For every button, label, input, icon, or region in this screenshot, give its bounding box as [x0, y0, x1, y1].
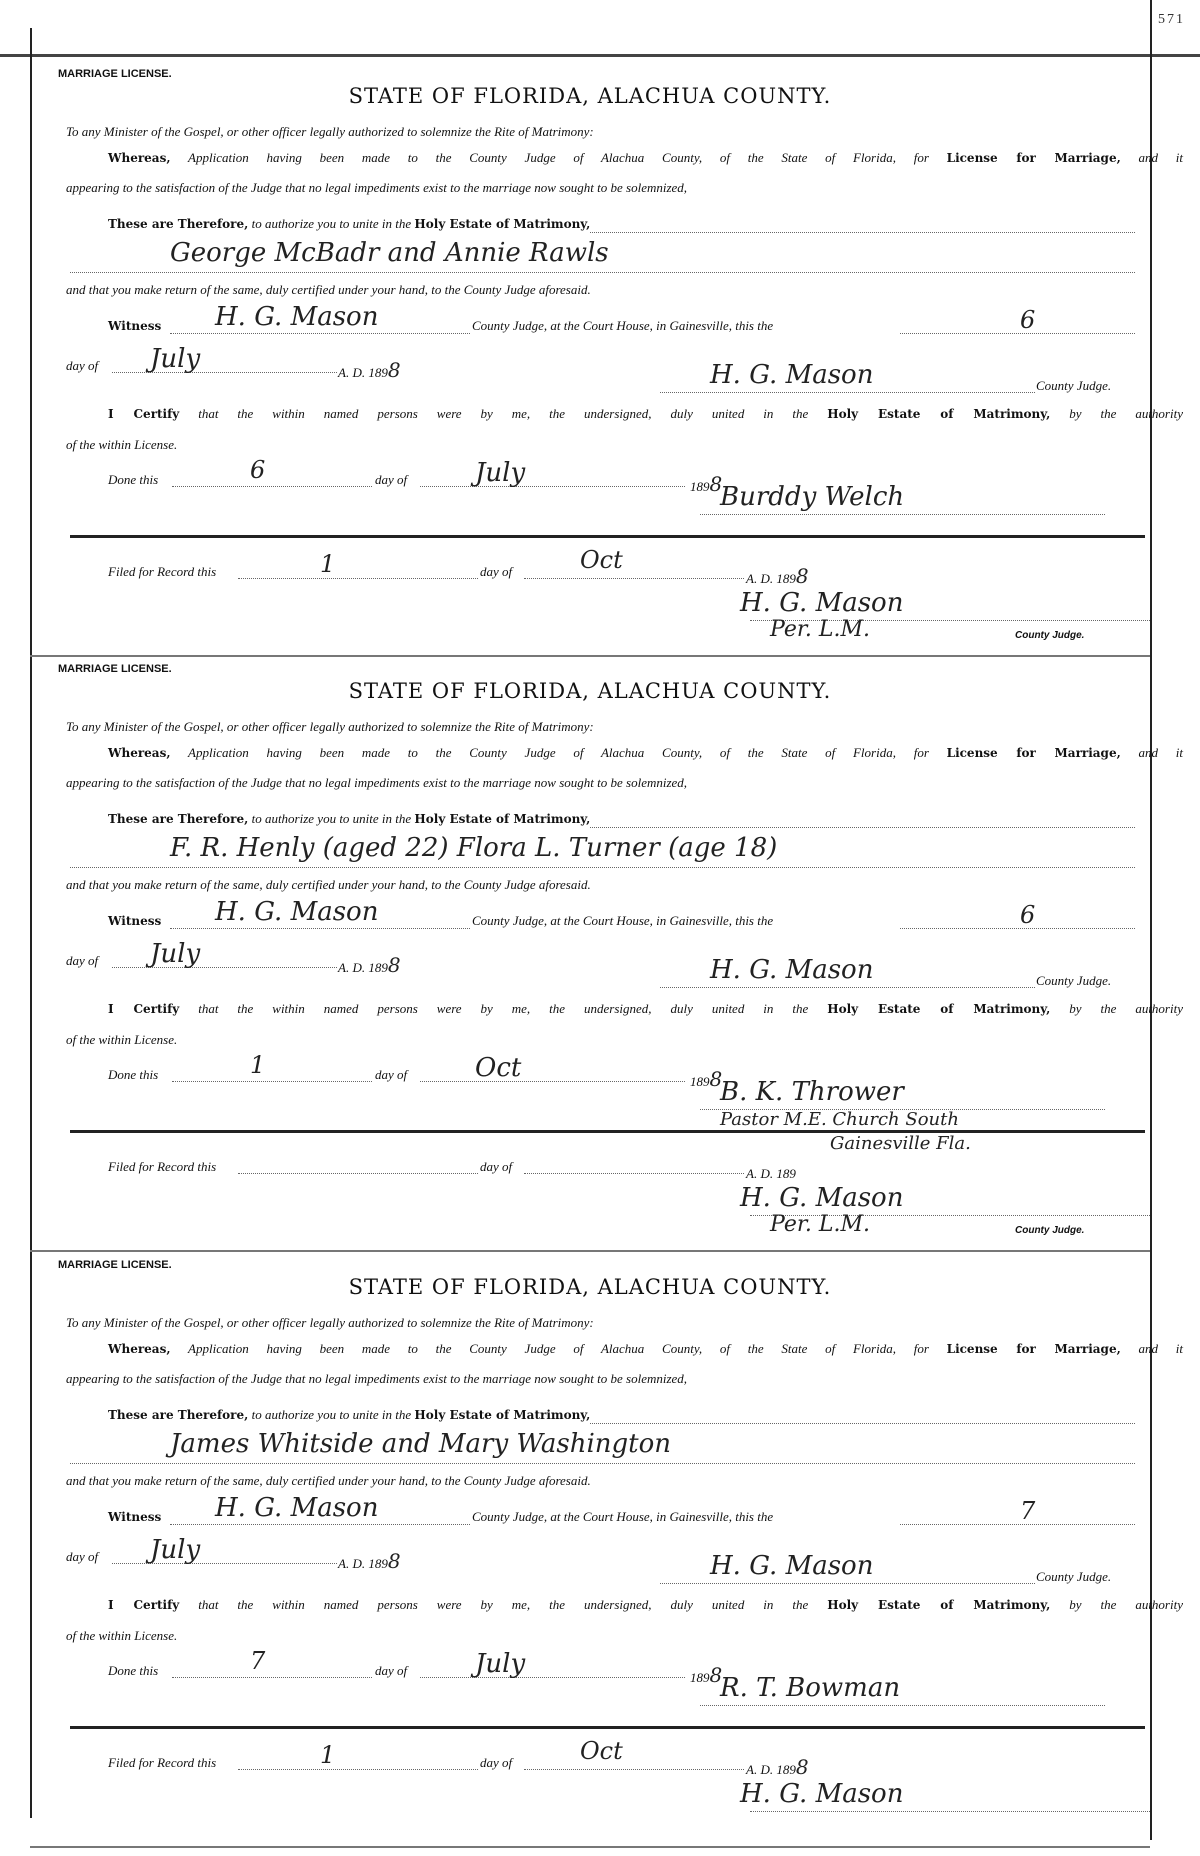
year-suffix: 8: [387, 953, 401, 977]
done-day-fill: [172, 1677, 372, 1678]
ad-year: [338, 358, 401, 382]
whereas-line: [108, 745, 1183, 761]
whereas-word: Whereas,: [108, 1342, 171, 1356]
ad-year: [338, 1549, 401, 1573]
therefore-line: [108, 1407, 590, 1423]
appearing-line: appearing to the satisfaction of the Judge that no legal impediments exist to the marriage now sought to be solemnized,: [66, 180, 688, 195]
day-value: 7: [1020, 1497, 1036, 1525]
day-of-label: day of: [66, 953, 99, 968]
officiant-signature: R. T. Bowman: [720, 1673, 901, 1703]
therefore-fill: [590, 827, 1135, 828]
holy-estate: Holy Estate of Matrimony,: [414, 217, 591, 231]
whereas-end: and it: [1138, 1341, 1183, 1356]
filed-day-fill: [238, 1173, 478, 1174]
witness-signature: H. G. Mason: [215, 897, 379, 927]
done-day-of-label: day of: [375, 472, 408, 487]
section-divider: [30, 1846, 1150, 1848]
judge-sig-fill: [660, 1583, 1035, 1584]
certify-line: [108, 1597, 1183, 1613]
year-suffix: 8: [387, 358, 401, 382]
year-prefix: 189: [690, 479, 710, 494]
whereas-text: Application having been made to the County Judge of Alachua County, of the State of Florida, for: [188, 150, 929, 165]
appearing-line: appearing to the satisfaction of the Judge that no legal impediments exist to the marriage now sought to be solemnized,: [66, 1371, 688, 1386]
filed-day-fill: [238, 578, 478, 579]
filed-year: [746, 1159, 796, 1183]
filed-day-fill: [238, 1769, 478, 1770]
right-border: [1150, 0, 1152, 1840]
county-judge-at: County Judge, at the Court House, in Gainesville, this the: [472, 913, 774, 928]
section-rule: [70, 1130, 1145, 1133]
holy-estate: Holy Estate of Matrimony,: [414, 812, 591, 826]
names-handwritten: F. R. Henly (aged 22) Flora L. Turner (age 18): [170, 833, 778, 863]
filed-county-judge: County Judge.: [1015, 1225, 1085, 1236]
marriage-license-record: [30, 1253, 1183, 1848]
appearing-line: appearing to the satisfaction of the Judge that no legal impediments exist to the marriage now sought to be solemnized,: [66, 775, 688, 790]
within-license: of the within License.: [66, 437, 178, 452]
done-month-fill: [420, 1677, 685, 1678]
marriage-license-record: [30, 657, 1183, 1252]
certify-line: [108, 1001, 1183, 1017]
filed-month-value: Oct: [580, 546, 623, 574]
done-day-value: 7: [250, 1647, 266, 1675]
page-mark: 571: [1158, 12, 1185, 27]
month-fill: [112, 1563, 337, 1564]
filed-sig-fill: [750, 1811, 1150, 1812]
section-rule: [70, 535, 1145, 538]
section-divider: [30, 1250, 1150, 1252]
holy-estate: Holy Estate of Matrimony,: [827, 1002, 1051, 1016]
month-value: July: [150, 1535, 201, 1565]
certify-word: I Certify: [108, 407, 180, 421]
names-handwritten: George McBadr and Annie Rawls: [170, 238, 609, 268]
license-for-marriage: License for Marriage,: [946, 1342, 1121, 1356]
judge-signature: H. G. Mason: [710, 1551, 874, 1581]
year-suffix: 8: [709, 1067, 723, 1091]
done-month-fill: [420, 486, 685, 487]
officiant-title: Pastor M.E. Church South: [720, 1109, 959, 1130]
year-prefix: 189: [690, 1074, 710, 1089]
done-month-value: July: [475, 458, 526, 488]
names-fill: [70, 1463, 1135, 1464]
filed-per: Per. L.M.: [770, 617, 871, 642]
witness-word: Witness: [108, 914, 162, 928]
done-month-fill: [420, 1081, 685, 1082]
year-suffix: 8: [795, 564, 809, 588]
day-fill: [900, 333, 1135, 334]
filed-day-of-label: day of: [480, 1755, 513, 1770]
day-value: 6: [1020, 901, 1036, 929]
witness-fill: [170, 1524, 470, 1525]
section-rule: [70, 1726, 1145, 1729]
day-of-label: day of: [66, 1549, 99, 1564]
return-line: and that you make return of the same, duly certified under your hand, to the County Judge aforesaid.: [66, 877, 591, 892]
certify-word: I Certify: [108, 1598, 180, 1612]
done-this-label: Done this: [108, 1663, 159, 1678]
county-judge-label: County Judge.: [1036, 973, 1112, 988]
county-judge-at: County Judge, at the Court House, in Gainesville, this the: [472, 318, 774, 333]
license-for-marriage: License for Marriage,: [946, 746, 1121, 760]
month-value: July: [150, 939, 201, 969]
form-label: MARRIAGE LICENSE.: [58, 68, 172, 80]
filed-year: [746, 564, 809, 588]
done-year: [690, 1663, 722, 1687]
filed-label: Filed for Record this: [108, 564, 217, 579]
done-day-value: 6: [250, 456, 266, 484]
names-handwritten: James Whitside and Mary Washington: [170, 1429, 672, 1459]
certify-end: by the authority: [1069, 1597, 1183, 1612]
whereas-end: and it: [1138, 150, 1183, 165]
therefore-word: These are Therefore,: [108, 1408, 249, 1422]
form-title: STATE OF FLORIDA, ALACHUA COUNTY.: [348, 84, 832, 108]
whereas-text: Application having been made to the County Judge of Alachua County, of the State of Florida, for: [188, 745, 929, 760]
filed-day-of-label: day of: [480, 1159, 513, 1174]
officiant-signature: B. K. Thrower: [720, 1077, 904, 1107]
ad-prefix: A. D. 189: [338, 365, 388, 380]
done-day-fill: [172, 486, 372, 487]
names-fill: [70, 272, 1135, 273]
filed-signature: H. G. Mason: [740, 588, 904, 618]
done-day-fill: [172, 1081, 372, 1082]
whereas-line: [108, 1341, 1183, 1357]
officiant-place: Gainesville Fla.: [830, 1133, 971, 1154]
ad-prefix: A. D. 189: [746, 1166, 796, 1181]
return-line: and that you make return of the same, duly certified under your hand, to the County Judge aforesaid.: [66, 282, 591, 297]
ad-prefix: A. D. 189: [746, 1762, 796, 1777]
done-day-of-label: day of: [375, 1663, 408, 1678]
form-title: STATE OF FLORIDA, ALACHUA COUNTY.: [348, 1275, 832, 1299]
judge-signature: H. G. Mason: [710, 360, 874, 390]
year-suffix: 8: [709, 1663, 723, 1687]
whereas-text: Application having been made to the County Judge of Alachua County, of the State of Florida, for: [188, 1341, 929, 1356]
form-title: STATE OF FLORIDA, ALACHUA COUNTY.: [348, 679, 832, 703]
address-line: To any Minister of the Gospel, or other officer legally authorized to solemnize the Rite of Matrimony:: [66, 1315, 594, 1330]
therefore-line: [108, 216, 590, 232]
therefore-fill: [590, 232, 1135, 233]
day-fill: [900, 1524, 1135, 1525]
filed-month-value: Oct: [580, 1737, 623, 1765]
done-month-value: July: [475, 1649, 526, 1679]
filed-day-value: 1: [320, 1741, 336, 1769]
filed-day-value: 1: [320, 550, 336, 578]
ad-prefix: A. D. 189: [338, 1556, 388, 1571]
witness-word: Witness: [108, 319, 162, 333]
filed-month-fill: [524, 578, 744, 579]
therefore-word: These are Therefore,: [108, 812, 249, 826]
names-fill: [70, 867, 1135, 868]
therefore-text: to authorize you to unite in the: [251, 1407, 412, 1422]
therefore-line: [108, 811, 590, 827]
within-license: of the within License.: [66, 1628, 178, 1643]
ad-prefix: A. D. 189: [746, 571, 796, 586]
year-prefix: 189: [690, 1670, 710, 1685]
certify-word: I Certify: [108, 1002, 180, 1016]
county-judge-label: County Judge.: [1036, 1569, 1112, 1584]
therefore-fill: [590, 1423, 1135, 1424]
done-this-label: Done this: [108, 472, 159, 487]
witness-fill: [170, 333, 470, 334]
year-suffix: 8: [795, 1755, 809, 1779]
form-label: MARRIAGE LICENSE.: [58, 1259, 172, 1271]
officiant-signature: Burddy Welch: [720, 482, 905, 512]
filed-signature: H. G. Mason: [740, 1779, 904, 1809]
certify-text: that the within named persons were by me, the undersigned, duly united in the: [198, 406, 809, 421]
return-line: and that you make return of the same, duly certified under your hand, to the County Judge aforesaid.: [66, 1473, 591, 1488]
therefore-text: to authorize you to unite in the: [251, 811, 412, 826]
done-year: [690, 1067, 722, 1091]
whereas-line: [108, 150, 1183, 166]
witness-signature: H. G. Mason: [215, 302, 379, 332]
top-rule: [0, 54, 1200, 57]
month-fill: [112, 372, 337, 373]
county-judge-label: County Judge.: [1036, 378, 1112, 393]
address-line: To any Minister of the Gospel, or other officer legally authorized to solemnize the Rite of Matrimony:: [66, 719, 594, 734]
marriage-license-record: [30, 62, 1183, 657]
done-day-value: 1: [250, 1051, 266, 1079]
holy-estate: Holy Estate of Matrimony,: [827, 1598, 1051, 1612]
filed-county-judge: County Judge.: [1015, 630, 1085, 641]
filed-label: Filed for Record this: [108, 1755, 217, 1770]
officiant-fill: [700, 514, 1105, 515]
judge-sig-fill: [660, 392, 1035, 393]
ad-year: [338, 953, 401, 977]
day-of-label: day of: [66, 358, 99, 373]
certify-text: that the within named persons were by me, the undersigned, duly united in the: [198, 1001, 809, 1016]
done-month-value: Oct: [475, 1053, 522, 1083]
month-fill: [112, 967, 337, 968]
license-for-marriage: License for Marriage,: [946, 151, 1121, 165]
certify-line: [108, 406, 1183, 422]
holy-estate: Holy Estate of Matrimony,: [414, 1408, 591, 1422]
certify-end: by the authority: [1069, 406, 1183, 421]
done-day-of-label: day of: [375, 1067, 408, 1082]
therefore-word: These are Therefore,: [108, 217, 249, 231]
year-suffix: 8: [387, 1549, 401, 1573]
whereas-word: Whereas,: [108, 746, 171, 760]
filed-signature: H. G. Mason: [740, 1183, 904, 1213]
whereas-word: Whereas,: [108, 151, 171, 165]
filed-per: Per. L.M.: [770, 1212, 871, 1237]
done-year: [690, 472, 722, 496]
filed-day-of-label: day of: [480, 564, 513, 579]
filed-label: Filed for Record this: [108, 1159, 217, 1174]
day-fill: [900, 928, 1135, 929]
ad-prefix: A. D. 189: [338, 960, 388, 975]
whereas-end: and it: [1138, 745, 1183, 760]
filed-month-fill: [524, 1769, 744, 1770]
month-value: July: [150, 344, 201, 374]
address-line: To any Minister of the Gospel, or other officer legally authorized to solemnize the Rite of Matrimony:: [66, 124, 594, 139]
filed-month-fill: [524, 1173, 744, 1174]
judge-sig-fill: [660, 987, 1035, 988]
year-suffix: 8: [709, 472, 723, 496]
day-value: 6: [1020, 306, 1036, 334]
done-this-label: Done this: [108, 1067, 159, 1082]
certify-text: that the within named persons were by me, the undersigned, duly united in the: [198, 1597, 809, 1612]
therefore-text: to authorize you to unite in the: [251, 216, 412, 231]
holy-estate: Holy Estate of Matrimony,: [827, 407, 1051, 421]
witness-fill: [170, 928, 470, 929]
witness-word: Witness: [108, 1510, 162, 1524]
witness-signature: H. G. Mason: [215, 1493, 379, 1523]
within-license: of the within License.: [66, 1032, 178, 1047]
judge-signature: H. G. Mason: [710, 955, 874, 985]
certify-end: by the authority: [1069, 1001, 1183, 1016]
county-judge-at: County Judge, at the Court House, in Gainesville, this the: [472, 1509, 774, 1524]
filed-year: [746, 1755, 809, 1779]
form-label: MARRIAGE LICENSE.: [58, 663, 172, 675]
officiant-fill: [700, 1705, 1105, 1706]
